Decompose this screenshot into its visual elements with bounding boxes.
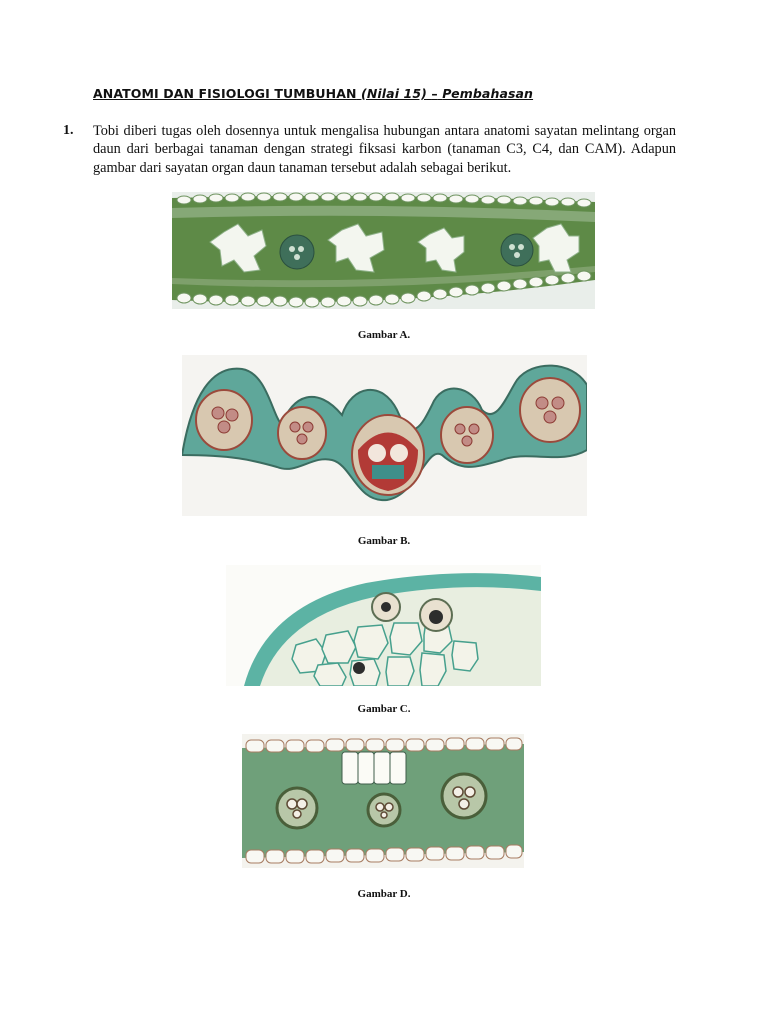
- leaf-section-c-image: [226, 565, 541, 686]
- figure-c-micrograph: [226, 565, 541, 686]
- heading-title: ANATOMI DAN FISIOLOGI TUMBUHAN: [93, 86, 357, 101]
- heading-dash: –: [431, 86, 438, 101]
- figure-d-micrograph: [242, 734, 524, 868]
- caption-gambar-c: Gambar C.: [357, 703, 411, 715]
- question-text: Tobi diberi tugas oleh dosennya untuk mengalisa hubungan antara anatomi sayatan melintang organ daun dari berbagai tanaman dengan strategi fiksasi karbon (tanaman C3, C4, dan CAM). Adapun gambar dari sayatan organ daun tanaman tersebut adalah sebagai berikut.: [93, 123, 676, 176]
- figure-b-micrograph: [182, 355, 587, 516]
- leaf-section-d-image: [242, 734, 524, 868]
- caption-gambar-d: Gambar D.: [357, 888, 411, 900]
- figure-a-micrograph: [172, 192, 595, 309]
- caption-gambar-a: Gambar A.: [357, 329, 411, 341]
- caption-gambar-b: Gambar B.: [357, 535, 411, 547]
- heading-score: (Nilai 15): [361, 86, 427, 101]
- heading-subtitle: Pembahasan: [442, 86, 534, 101]
- question-number: 1.: [63, 123, 74, 138]
- leaf-section-b-image: [182, 355, 587, 516]
- leaf-section-a-image: [172, 192, 595, 309]
- page-heading: [93, 86, 533, 101]
